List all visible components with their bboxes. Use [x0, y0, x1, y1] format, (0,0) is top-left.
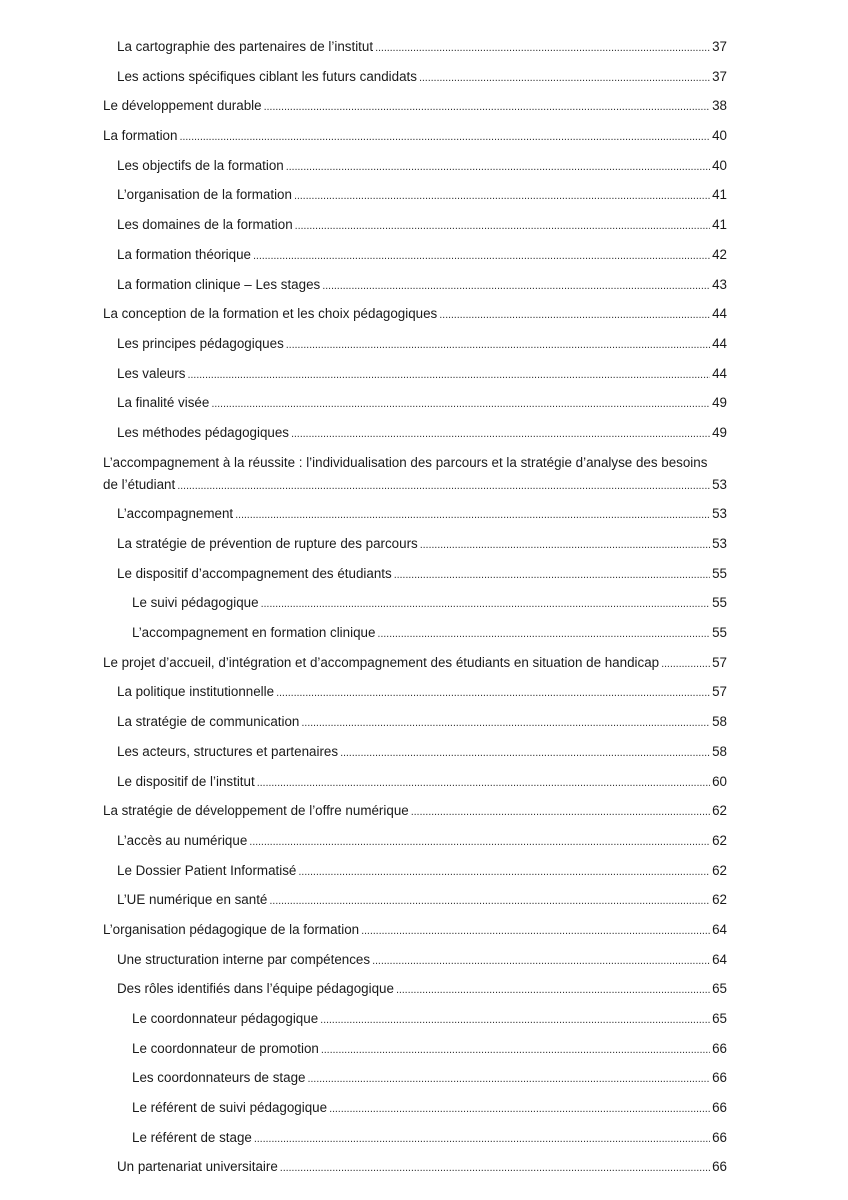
toc-entry-page-number: 64 [712, 951, 727, 967]
toc-entry-page-number: 38 [712, 98, 727, 114]
dot-leader [291, 423, 710, 444]
toc-entry-title: Le développement durable [103, 98, 262, 114]
toc-entry[interactable] [103, 1157, 727, 1178]
toc-entry[interactable] [103, 950, 727, 971]
toc-entry-page-number: 40 [712, 128, 727, 144]
toc-entry-page-number: 62 [712, 892, 727, 908]
toc-entry-page-number: 37 [712, 39, 727, 54]
toc-entry[interactable] [103, 1128, 727, 1149]
toc-entry[interactable] [103, 801, 727, 822]
toc-entry[interactable] [103, 96, 727, 117]
toc-entry-page-number: 60 [712, 773, 727, 789]
toc-entry-page-number: 66 [712, 1159, 727, 1175]
toc-entry-page-number: 58 [712, 743, 727, 759]
toc-entry-title: La stratégie de développement de l’offre numérique [103, 803, 409, 819]
toc-entry[interactable] [103, 364, 727, 385]
toc-entry-title: Le suivi pédagogique [132, 595, 259, 611]
toc-entry-title: Le coordonnateur de promotion [132, 1040, 319, 1056]
dot-leader [269, 890, 710, 911]
toc-entry[interactable] [103, 564, 727, 585]
toc-entry-title-continued: de l’étudiant [103, 476, 176, 492]
toc-entry[interactable] [103, 1068, 727, 1089]
toc-entry-page-number: 62 [712, 832, 727, 848]
dot-leader [249, 831, 710, 852]
toc-entry-page-number: 44 [712, 335, 727, 351]
toc-entry-title: Le Dossier Patient Informatisé [117, 862, 297, 878]
toc-entry[interactable] [103, 245, 727, 266]
toc-entry-title: Les acteurs, structures et partenaires [117, 743, 339, 759]
toc-entry-page-number: 58 [712, 714, 727, 730]
dot-leader [411, 801, 710, 822]
toc-entry-page-number: 66 [712, 1040, 727, 1056]
toc-entry-page-number: 62 [712, 862, 727, 878]
toc-entry-page-number: 49 [712, 395, 727, 411]
dot-leader [286, 156, 710, 177]
dot-leader [177, 475, 711, 496]
dot-leader [372, 950, 710, 971]
toc-entry-title: Les coordonnateurs de stage [132, 1070, 306, 1086]
dot-leader [320, 1009, 710, 1030]
toc-entry-page-number: 66 [712, 1129, 727, 1145]
dot-leader [294, 185, 710, 206]
toc-entry-page-number: 53 [712, 536, 727, 551]
dot-leader [295, 215, 710, 236]
toc-entry-page-number: 66 [712, 1100, 727, 1116]
toc-entry[interactable] [103, 682, 727, 703]
toc-entry-title: L’accompagnement à la réussite : l’individualisation des parcours et la stratégie d’analyse des besoins [103, 454, 708, 470]
dot-leader [419, 67, 710, 88]
toc-entry[interactable] [103, 275, 727, 296]
toc-entry-page-number: 64 [712, 921, 727, 937]
dot-leader [361, 920, 710, 941]
toc-entry[interactable] [103, 772, 727, 793]
toc-entry[interactable] [103, 156, 727, 177]
dot-leader [396, 979, 710, 1000]
toc-entry-page-number: 41 [712, 217, 727, 233]
toc-entry[interactable] [103, 1039, 727, 1060]
toc-entry-title: L’accès au numérique [117, 832, 248, 848]
toc-entry[interactable] [103, 920, 727, 941]
toc-entry[interactable] [103, 979, 727, 1000]
toc-entry-title: Les valeurs [117, 365, 186, 381]
dot-leader [321, 1039, 710, 1060]
toc-entry-title: Le référent de suivi pédagogique [132, 1100, 328, 1116]
toc-entry-page-number: 55 [712, 625, 727, 641]
toc-entry[interactable] [103, 712, 727, 733]
toc-entry[interactable] [103, 126, 727, 147]
toc-entry[interactable] [103, 861, 727, 882]
dot-leader [261, 593, 710, 614]
dot-leader [254, 1128, 710, 1149]
toc-entry-title: Le référent de stage [132, 1129, 252, 1145]
dot-leader [257, 772, 710, 793]
toc-entry-title: La politique institutionnelle [117, 684, 275, 700]
toc-entry-title: La formation clinique – Les stages [117, 276, 321, 292]
toc-entry-title: L’UE numérique en santé [117, 892, 268, 908]
toc-entry-title: Les domaines de la formation [117, 217, 293, 233]
dot-leader [179, 126, 710, 147]
table-of-contents [103, 37, 727, 1187]
toc-entry-title: La stratégie de communication [117, 714, 300, 730]
toc-entry[interactable] [103, 593, 727, 614]
toc-entry-title: Le projet d’accueil, d’intégration et d’accompagnement des étudiants en situation de handicap [103, 654, 660, 670]
toc-entry[interactable] [103, 67, 727, 88]
toc-entry-page-number: 55 [712, 565, 727, 581]
toc-entry-page-number: 41 [712, 187, 727, 203]
toc-entry-title: Les objectifs de la formation [117, 157, 284, 173]
toc-entry-page-number: 66 [712, 1070, 727, 1086]
dot-leader [322, 275, 710, 296]
toc-entry-title: L’accompagnement en formation clinique [132, 625, 376, 641]
toc-entry-title: Une structuration interne par compétences [117, 951, 371, 967]
toc-entry-page-number: 44 [712, 365, 727, 381]
dot-leader [235, 504, 710, 525]
toc-entry-title: L’organisation pédagogique de la formation [103, 921, 360, 937]
toc-entry-title: Les méthodes pédagogiques [117, 424, 289, 440]
toc-entry-title: Des rôles identifiés dans l’équipe pédagogique [117, 981, 394, 997]
dot-leader [377, 623, 710, 644]
dot-leader [439, 304, 710, 325]
toc-entry-title: L’organisation de la formation [117, 187, 292, 203]
toc-entry[interactable] [103, 653, 727, 674]
toc-entry-page-number: 57 [712, 684, 727, 700]
toc-entry[interactable] [103, 393, 727, 414]
toc-entry[interactable] [103, 423, 727, 444]
toc-entry[interactable] [103, 304, 727, 325]
toc-entry-page-number: 55 [712, 595, 727, 611]
toc-entry-title: L’accompagnement [117, 506, 234, 522]
dot-leader [375, 37, 710, 58]
dot-leader [301, 712, 710, 733]
dot-leader [264, 96, 710, 117]
toc-entry[interactable] [103, 742, 727, 763]
toc-entry-page-number: 42 [712, 246, 727, 262]
toc-entry-page-number: 53 [712, 506, 727, 522]
dot-leader [340, 742, 710, 763]
dot-leader [211, 393, 710, 414]
toc-entry-title: Les principes pédagogiques [117, 335, 284, 351]
toc-entry[interactable] [103, 185, 727, 206]
toc-entry-page-number: 40 [712, 157, 727, 173]
toc-entry-page-number: 44 [712, 306, 727, 322]
toc-entry[interactable] [103, 504, 727, 525]
toc-entry-page-number: 37 [712, 68, 727, 84]
dot-leader [307, 1068, 710, 1089]
toc-entry-title: La formation [103, 128, 178, 144]
toc-entry[interactable] [103, 831, 727, 852]
toc-entry[interactable] [103, 453, 727, 496]
dot-leader [298, 861, 710, 882]
toc-entry-title: Les actions spécifiques ciblant les futurs candidats [117, 68, 417, 84]
toc-entry[interactable] [103, 334, 727, 355]
toc-entry-title: Un partenariat universitaire [117, 1159, 278, 1175]
toc-entry-page-number: 53 [712, 476, 727, 492]
dot-leader [253, 245, 710, 266]
toc-entry-title: Le dispositif d’accompagnement des étudiants [117, 565, 392, 581]
toc-entry-page-number: 65 [712, 981, 727, 997]
dot-leader [661, 653, 710, 674]
toc-entry-page-number: 49 [712, 424, 727, 440]
toc-entry-title: Le coordonnateur pédagogique [132, 1011, 319, 1026]
toc-entry-title: La stratégie de prévention de rupture des parcours [117, 536, 418, 551]
toc-entry[interactable] [103, 1009, 727, 1030]
toc-entry[interactable] [103, 1098, 727, 1119]
toc-entry[interactable] [103, 37, 727, 58]
toc-entry[interactable] [103, 623, 727, 644]
toc-entry[interactable] [103, 215, 727, 236]
dot-leader [187, 364, 710, 385]
dot-leader [286, 334, 710, 355]
toc-entry-title: La finalité visée [117, 395, 210, 411]
dot-leader [329, 1098, 710, 1119]
toc-entry-page-number: 62 [712, 803, 727, 819]
toc-entry-title: La cartographie des partenaires de l’institut [117, 39, 374, 54]
dot-leader [420, 534, 710, 555]
toc-entry-page-number: 65 [712, 1011, 727, 1026]
dot-leader [280, 1157, 710, 1178]
dot-leader [276, 682, 710, 703]
toc-entry[interactable] [103, 534, 727, 555]
toc-entry[interactable] [103, 890, 727, 911]
toc-entry-title: Le dispositif de l’institut [117, 773, 255, 789]
toc-entry-page-number: 57 [712, 654, 727, 670]
toc-entry-title: La formation théorique [117, 246, 251, 262]
dot-leader [394, 564, 710, 585]
toc-entry-title: La conception de la formation et les choix pédagogiques [103, 306, 438, 322]
toc-entry-page-number: 43 [712, 276, 727, 292]
